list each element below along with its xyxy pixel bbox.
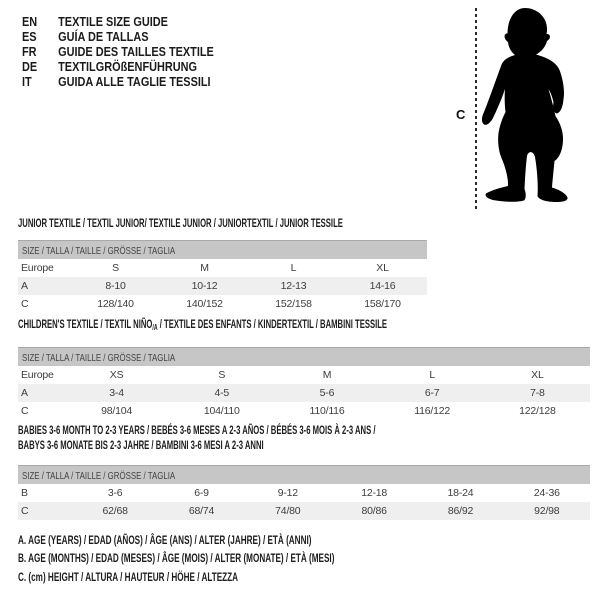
lang-code: ES	[22, 29, 37, 44]
size-value-cell: 6-7	[424, 387, 440, 399]
section-title-children-subscript: /A	[152, 323, 158, 332]
size-value-cell: M	[200, 262, 209, 274]
table-row	[18, 502, 590, 520]
table-row	[18, 402, 590, 420]
size-value-cell: 18-24	[447, 487, 474, 499]
size-value-cell: 74/80	[275, 505, 301, 517]
size-value-cell: 62/68	[102, 505, 128, 517]
junior-size-table	[18, 240, 427, 313]
section-title-junior: JUNIOR TEXTILE / TEXTIL JUNIOR/ TEXTILE JUNIOR / JUNIORTEXTIL / JUNIOR TESSILE	[18, 216, 343, 230]
lang-title: GUIDE DES TAILLES TEXTILE	[58, 44, 214, 59]
table-row	[18, 484, 590, 502]
table-row	[18, 277, 427, 295]
row-label-cell: C	[21, 505, 29, 517]
section-title-babies-line1: BABIES 3-6 MONTH TO 2-3 YEARS / BEBÉS 3-6 MESES A 2-3 AÑOS / BÉBÉS 3-6 MOIS À 2-3 ANS /	[18, 423, 376, 437]
size-value-cell: 158/170	[364, 298, 401, 310]
section-title-children-part2: / TEXTILE DES ENFANTS / KINDERTEXTIL / BAMBINI TESSILE	[157, 317, 388, 331]
size-value-cell: 3-4	[109, 387, 124, 399]
size-value-cell: 116/122	[414, 405, 451, 417]
size-value-cell: 12-18	[361, 487, 388, 499]
row-label-cell: Europe	[21, 262, 54, 274]
footnotes-block	[18, 531, 483, 586]
toddler-silhouette	[475, 0, 575, 215]
size-value-cell: XL	[531, 369, 544, 381]
language-title-list	[22, 14, 250, 89]
lang-title: GUÍA DE TALLAS	[58, 29, 149, 44]
footnote-a: A. AGE (YEARS) / EDAD (AÑOS) / ÂGE (ANS) / ALTER (JAHRE) / ETÀ (ANNI)	[18, 533, 312, 547]
row-label-cell: A	[21, 280, 28, 292]
size-value-cell: 6-9	[194, 487, 209, 499]
size-value-cell: XL	[376, 262, 389, 274]
section-title-babies	[18, 423, 375, 453]
size-value-cell: 98/104	[101, 405, 133, 417]
row-label-cell: A	[21, 387, 28, 399]
size-value-cell: 14-16	[369, 280, 396, 292]
lang-row-es	[22, 29, 214, 44]
footnote-c: C. (cm) HEIGHT / ALTURA / HAUTEUR / HÖHE / ALTEZZA	[18, 569, 239, 584]
size-value-cell: 68/74	[188, 505, 215, 517]
size-value-cell: L	[429, 369, 435, 381]
size-header-row	[18, 348, 590, 367]
lang-code: EN	[22, 14, 38, 29]
size-header-label: SIZE / TALLA / TAILLE / GRÖSSE / TAGLIA	[22, 470, 176, 482]
size-value-cell: 80/86	[361, 505, 387, 517]
row-label-cell: Europe	[21, 369, 54, 381]
size-value-cell: 12-13	[280, 280, 307, 292]
lang-title: TEXTILGRÖßENFÜHRUNG	[58, 59, 198, 74]
table-row	[18, 366, 590, 384]
size-value-cell: 24-36	[533, 487, 560, 499]
size-value-cell: 140/152	[186, 298, 223, 310]
lang-row-en	[22, 14, 214, 29]
size-value-cell: 3-6	[107, 487, 123, 499]
babies-size-table	[18, 465, 590, 520]
size-header-row	[18, 466, 590, 485]
table-row	[18, 384, 590, 402]
table-row	[18, 259, 427, 277]
row-label-cell: C	[21, 405, 29, 417]
dimension-label-c: C	[456, 107, 466, 122]
lang-row-it	[22, 74, 214, 89]
size-value-cell: 5-6	[319, 387, 335, 399]
size-value-cell: L	[290, 262, 297, 274]
lang-row-de	[22, 59, 214, 74]
children-size-table	[18, 347, 590, 420]
size-header-label: SIZE / TALLA / TAILLE / GRÖSSE / TAGLIA	[22, 245, 176, 257]
size-value-cell: 10-12	[191, 280, 218, 292]
size-value-cell: M	[322, 369, 332, 381]
size-value-cell: 92/98	[534, 505, 560, 517]
section-title-children	[18, 317, 387, 335]
size-value-cell: 8-10	[105, 280, 126, 292]
size-header-row	[18, 241, 427, 260]
size-value-cell: 4-5	[214, 387, 230, 399]
lang-code: FR	[22, 44, 37, 59]
size-header-label: SIZE / TALLA / TAILLE / GRÖSSE / TAGLIA	[22, 352, 176, 364]
size-value-cell: 152/158	[275, 298, 312, 310]
row-label-cell: C	[21, 298, 29, 310]
lang-title: TEXTILE SIZE GUIDE	[58, 14, 168, 29]
size-value-cell: 86/92	[447, 505, 474, 517]
size-header-bar	[18, 466, 590, 485]
lang-code: DE	[22, 59, 38, 74]
section-title-children-part1: CHILDREN'S TEXTILE / TEXTIL NIÑO	[18, 317, 153, 331]
size-value-cell: 122/128	[519, 405, 556, 417]
size-value-cell: 128/140	[97, 298, 134, 310]
size-value-cell: S	[112, 262, 119, 274]
size-header-bar	[18, 241, 427, 260]
size-header-bar	[18, 348, 590, 367]
lang-code: IT	[22, 74, 32, 89]
lang-title: GUIDA ALLE TAGLIE TESSILI	[58, 74, 211, 89]
lang-row-fr	[22, 44, 214, 59]
table-row	[18, 295, 427, 313]
footnote-b: B. AGE (MONTHS) / EDAD (MESES) / ÂGE (MOIS) / ALTER (MONATE) / ETÀ (MESI)	[18, 551, 335, 566]
section-title-babies-line2: BABYS 3-6 MONATE BIS 2-3 JAHRE / BAMBINI 3-6 MESI A 2-3 ANNI	[18, 438, 264, 452]
size-value-cell: 110/116	[309, 405, 345, 417]
size-value-cell: S	[218, 369, 226, 381]
size-value-cell: 9-12	[277, 487, 298, 499]
size-value-cell: 104/110	[203, 405, 240, 417]
size-value-cell: XS	[109, 369, 124, 381]
row-label-cell: B	[21, 487, 28, 499]
size-value-cell: 7-8	[530, 387, 545, 399]
